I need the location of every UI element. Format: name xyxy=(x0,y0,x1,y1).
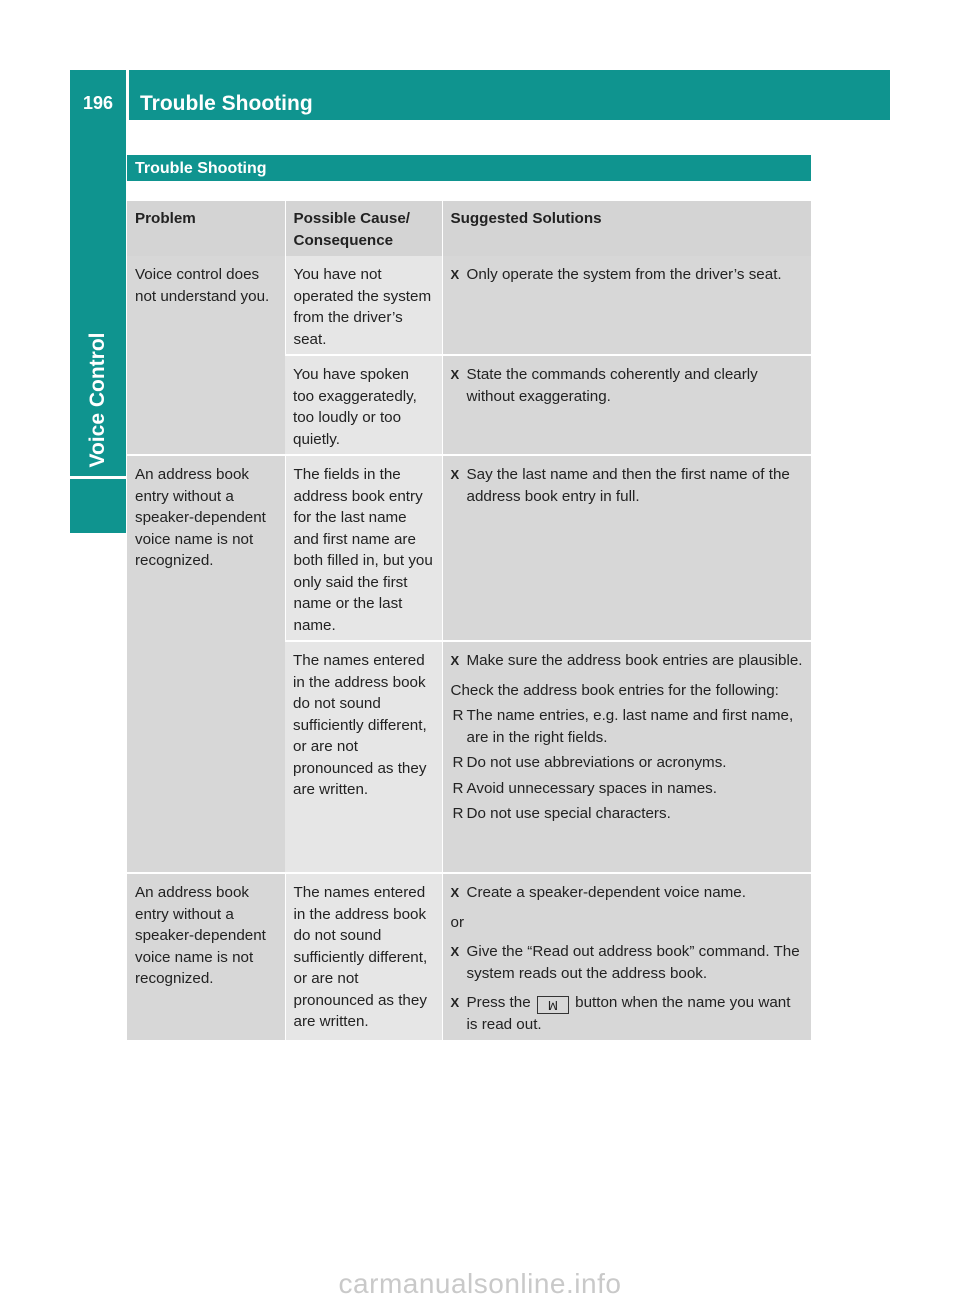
step-arrow-icon: X xyxy=(450,267,460,282)
cause-cell: The names entered in the address book do not sound sufficiently different, or are not pronounced as they are written. xyxy=(285,873,442,1040)
step-arrow-icon: X xyxy=(450,367,460,382)
solution-step xyxy=(451,941,804,984)
cause-cell: The fields in the address book entry for the last name and first name are both filled in, but you only said the first name or the last name. xyxy=(285,455,442,641)
side-tab-label: Voice Control xyxy=(86,332,109,468)
step-arrow-icon: X xyxy=(450,467,460,482)
bullet-text: The name entries, e.g. last name and first name, are in the right fields. xyxy=(466,707,794,746)
solution-cell xyxy=(442,256,811,355)
bullet-text: Avoid unnecessary spaces in names. xyxy=(466,779,717,797)
step-text: Make sure the address book entries are plausible. xyxy=(466,652,803,669)
troubleshooting-table xyxy=(127,201,811,1040)
step-text: Create a speaker-dependent voice name. xyxy=(466,884,746,901)
side-tab-square xyxy=(70,479,126,533)
bullet-item xyxy=(451,752,804,774)
bullet-item xyxy=(451,803,804,825)
cause-cell: You have not operated the system from the driver’s seat. xyxy=(285,256,442,355)
section-title: Trouble Shooting xyxy=(127,155,811,181)
step-arrow-icon: X xyxy=(450,653,460,668)
solution-cell xyxy=(442,355,811,455)
step-text: State the commands coherently and clearly without exaggerating. xyxy=(466,366,758,405)
step-arrow-icon: X xyxy=(450,885,460,900)
page-number: 196 xyxy=(82,93,114,113)
table-row xyxy=(127,455,811,641)
step-arrow-icon: X xyxy=(450,995,460,1010)
solution-step xyxy=(451,650,804,672)
or-text: or xyxy=(450,913,465,931)
voice-button-icon: ꟽ xyxy=(537,996,569,1014)
table-header-row xyxy=(127,201,811,256)
header-solutions: Suggested Solutions xyxy=(442,201,811,256)
cause-cell: You have spoken too exaggeratedly, too loudly or too quietly. xyxy=(285,355,442,455)
header-cause: Possible Cause/ Consequence xyxy=(285,201,442,256)
solution-step xyxy=(451,364,804,407)
table-row xyxy=(127,873,811,1040)
header-divider xyxy=(126,70,129,120)
step-text: Only operate the system from the driver’s seat. xyxy=(466,266,782,283)
header-problem: Problem xyxy=(127,201,285,256)
step-text: Give the “Read out address book” command. The system reads out the address book. xyxy=(466,943,800,982)
bullet-item xyxy=(451,705,804,748)
solution-cell xyxy=(442,873,811,1040)
bullet-icon: R xyxy=(452,805,464,822)
solution-step xyxy=(451,882,804,904)
cause-cell: The names entered in the address book do not sound sufficiently different, or are not pronounced as they are written. xyxy=(285,641,442,873)
bullet-icon: R xyxy=(452,707,464,724)
solution-cell xyxy=(442,455,811,641)
solution-step xyxy=(451,464,804,507)
step-arrow-icon: X xyxy=(450,944,460,959)
solution-step xyxy=(451,992,804,1036)
bullet-icon: R xyxy=(452,779,464,797)
footer-watermark: carmanualsonline.info xyxy=(338,1268,622,1299)
bullet-item xyxy=(451,778,804,800)
step-text-after: button when the name you want is read out. xyxy=(466,994,791,1033)
check-text: Check the address book entries for the following: xyxy=(450,681,779,699)
problem-cell: An address book entry without a speaker-dependent voice name is not recognized. xyxy=(127,455,285,873)
problem-cell: An address book entry without a speaker-dependent voice name is not recognized. xyxy=(127,873,285,1040)
table-row xyxy=(127,256,811,355)
bullet-text: Do not use special characters. xyxy=(466,805,671,822)
solution-step xyxy=(451,264,804,286)
bullet-icon: R xyxy=(452,754,464,771)
step-text: Say the last name and then the first name of the address book entry in full. xyxy=(466,466,790,505)
running-title: Trouble Shooting xyxy=(140,92,313,115)
solution-cell xyxy=(442,641,811,873)
bullet-text: Do not use abbreviations or acronyms. xyxy=(466,754,727,771)
step-text-before: Press the xyxy=(466,994,531,1011)
problem-cell: Voice control does not understand you. xyxy=(127,256,285,455)
